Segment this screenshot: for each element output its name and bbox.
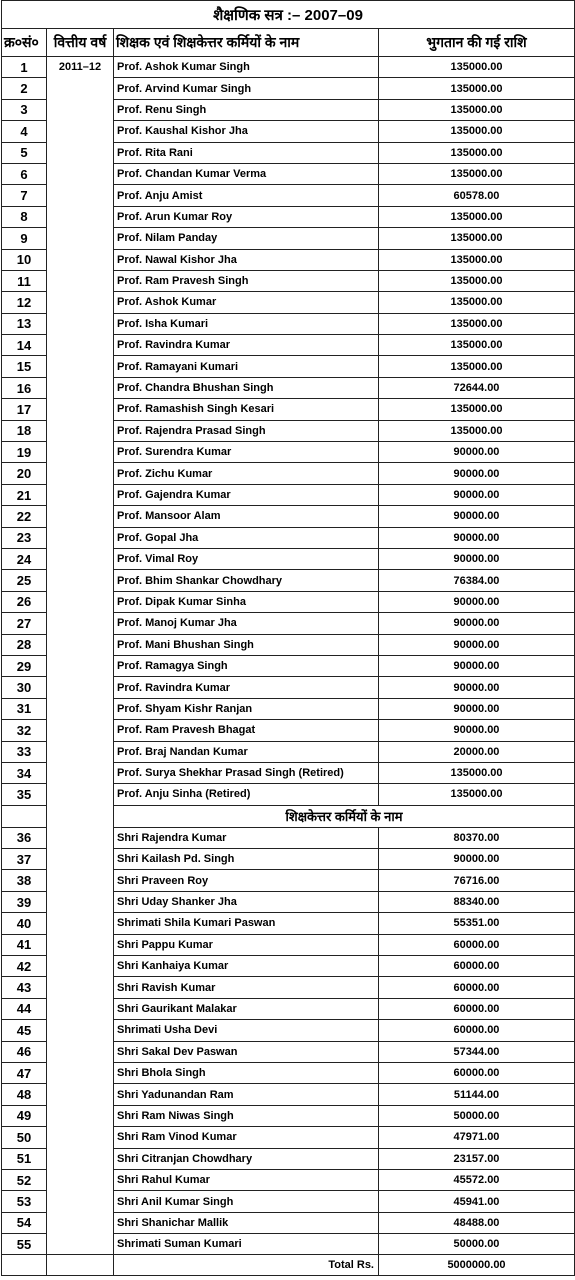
name-cell: Shri Ram Vinod Kumar bbox=[114, 1127, 379, 1148]
serial-cell: 25 bbox=[2, 570, 47, 591]
name-cell: Prof. Ram Pravesh Bhagat bbox=[114, 720, 379, 741]
name-cell: Shri Yadunandan Ram bbox=[114, 1084, 379, 1105]
amount-cell: 135000.00 bbox=[379, 313, 575, 334]
name-cell: Prof. Ram Pravesh Singh bbox=[114, 270, 379, 291]
amount-cell: 20000.00 bbox=[379, 741, 575, 762]
serial-cell: 41 bbox=[2, 934, 47, 955]
amount-cell: 90000.00 bbox=[379, 849, 575, 870]
name-cell: Shrimati Shila Kumari Paswan bbox=[114, 913, 379, 934]
name-cell: Prof. Vimal Roy bbox=[114, 548, 379, 569]
amount-cell: 135000.00 bbox=[379, 270, 575, 291]
name-cell: Prof. Kaushal Kishor Jha bbox=[114, 121, 379, 142]
name-cell: Shri Shanichar Mallik bbox=[114, 1212, 379, 1233]
amount-cell: 90000.00 bbox=[379, 655, 575, 676]
serial-cell: 43 bbox=[2, 977, 47, 998]
amount-cell: 135000.00 bbox=[379, 57, 575, 78]
name-cell: Prof. Anju Sinha (Retired) bbox=[114, 784, 379, 805]
amount-cell: 45941.00 bbox=[379, 1191, 575, 1212]
amount-cell: 135000.00 bbox=[379, 121, 575, 142]
name-cell: Shri Rajendra Kumar bbox=[114, 827, 379, 848]
amount-cell: 90000.00 bbox=[379, 698, 575, 719]
serial-cell: 37 bbox=[2, 849, 47, 870]
name-cell: Prof. Shyam Kishr Ranjan bbox=[114, 698, 379, 719]
name-cell: Prof. Ashok Kumar bbox=[114, 292, 379, 313]
name-cell: Shri Gaurikant Malakar bbox=[114, 998, 379, 1019]
name-cell: Shri Kailash Pd. Singh bbox=[114, 849, 379, 870]
serial-cell: 6 bbox=[2, 163, 47, 184]
serial-cell: 40 bbox=[2, 913, 47, 934]
serial-cell: 9 bbox=[2, 228, 47, 249]
name-cell: Shri Bhola Singh bbox=[114, 1062, 379, 1083]
name-cell: Prof. Surya Shekhar Prasad Singh (Retired) bbox=[114, 762, 379, 783]
amount-cell: 60578.00 bbox=[379, 185, 575, 206]
amount-cell: 60000.00 bbox=[379, 998, 575, 1019]
name-cell: Prof. Anju Amist bbox=[114, 185, 379, 206]
name-cell: Shri Rahul Kumar bbox=[114, 1169, 379, 1190]
serial-cell: 22 bbox=[2, 506, 47, 527]
amount-cell: 60000.00 bbox=[379, 1020, 575, 1041]
page-title: शैक्षणिक सत्र :– 2007–09 bbox=[2, 1, 575, 29]
serial-cell: 31 bbox=[2, 698, 47, 719]
amount-cell: 60000.00 bbox=[379, 934, 575, 955]
serial-cell: 18 bbox=[2, 420, 47, 441]
amount-cell: 135000.00 bbox=[379, 399, 575, 420]
amount-cell: 135000.00 bbox=[379, 335, 575, 356]
name-cell: Shri Pappu Kumar bbox=[114, 934, 379, 955]
name-cell: Shri Ram Niwas Singh bbox=[114, 1105, 379, 1126]
serial-cell: 8 bbox=[2, 206, 47, 227]
serial-cell: 32 bbox=[2, 720, 47, 741]
amount-cell: 90000.00 bbox=[379, 506, 575, 527]
serial-cell: 53 bbox=[2, 1191, 47, 1212]
name-cell: Prof. Ramagya Singh bbox=[114, 655, 379, 676]
amount-cell: 90000.00 bbox=[379, 527, 575, 548]
serial-cell: 54 bbox=[2, 1212, 47, 1233]
amount-cell: 135000.00 bbox=[379, 78, 575, 99]
total-value: 5000000.00 bbox=[379, 1255, 575, 1276]
serial-cell: 21 bbox=[2, 484, 47, 505]
header-serial: क्र०सं० bbox=[2, 29, 47, 57]
name-cell: Prof. Arvind Kumar Singh bbox=[114, 78, 379, 99]
name-cell: Prof. Gajendra Kumar bbox=[114, 484, 379, 505]
serial-cell: 29 bbox=[2, 655, 47, 676]
amount-cell: 90000.00 bbox=[379, 463, 575, 484]
amount-cell: 57344.00 bbox=[379, 1041, 575, 1062]
amount-cell: 90000.00 bbox=[379, 442, 575, 463]
serial-cell: 48 bbox=[2, 1084, 47, 1105]
name-cell: Prof. Nilam Panday bbox=[114, 228, 379, 249]
name-cell: Prof. Dipak Kumar Sinha bbox=[114, 591, 379, 612]
name-cell: Shri Citranjan Chowdhary bbox=[114, 1148, 379, 1169]
serial-cell: 42 bbox=[2, 956, 47, 977]
name-cell: Prof. Mansoor Alam bbox=[114, 506, 379, 527]
serial-cell: 33 bbox=[2, 741, 47, 762]
amount-cell: 72644.00 bbox=[379, 377, 575, 398]
name-cell: Prof. Chandan Kumar Verma bbox=[114, 163, 379, 184]
serial-cell: 47 bbox=[2, 1062, 47, 1083]
amount-cell: 135000.00 bbox=[379, 99, 575, 120]
name-cell: Prof. Chandra Bhushan Singh bbox=[114, 377, 379, 398]
serial-cell: 16 bbox=[2, 377, 47, 398]
amount-cell: 90000.00 bbox=[379, 634, 575, 655]
amount-cell: 135000.00 bbox=[379, 228, 575, 249]
amount-cell: 135000.00 bbox=[379, 142, 575, 163]
serial-cell: 49 bbox=[2, 1105, 47, 1126]
name-cell: Shri Uday Shanker Jha bbox=[114, 891, 379, 912]
name-cell: Prof. Rita Rani bbox=[114, 142, 379, 163]
serial-cell: 50 bbox=[2, 1127, 47, 1148]
header-fin-year: वित्तीय वर्ष bbox=[47, 29, 114, 57]
amount-cell: 90000.00 bbox=[379, 548, 575, 569]
amount-cell: 135000.00 bbox=[379, 163, 575, 184]
serial-cell: 39 bbox=[2, 891, 47, 912]
name-cell: Prof. Arun Kumar Roy bbox=[114, 206, 379, 227]
name-cell: Shri Praveen Roy bbox=[114, 870, 379, 891]
amount-cell: 50000.00 bbox=[379, 1234, 575, 1255]
serial-cell: 10 bbox=[2, 249, 47, 270]
serial-cell: 15 bbox=[2, 356, 47, 377]
serial-cell: 27 bbox=[2, 613, 47, 634]
total-label: Total Rs. bbox=[114, 1255, 379, 1276]
serial-cell: 4 bbox=[2, 121, 47, 142]
name-cell: Prof. Mani Bhushan Singh bbox=[114, 634, 379, 655]
amount-cell: 60000.00 bbox=[379, 956, 575, 977]
amount-cell: 135000.00 bbox=[379, 292, 575, 313]
amount-cell: 135000.00 bbox=[379, 356, 575, 377]
amount-cell: 90000.00 bbox=[379, 677, 575, 698]
name-cell: Prof. Isha Kumari bbox=[114, 313, 379, 334]
amount-cell: 135000.00 bbox=[379, 784, 575, 805]
amount-cell: 90000.00 bbox=[379, 484, 575, 505]
serial-cell: 5 bbox=[2, 142, 47, 163]
amount-cell: 90000.00 bbox=[379, 591, 575, 612]
amount-cell: 80370.00 bbox=[379, 827, 575, 848]
name-cell: Prof. Ashok Kumar Singh bbox=[114, 57, 379, 78]
amount-cell: 48488.00 bbox=[379, 1212, 575, 1233]
serial-cell: 12 bbox=[2, 292, 47, 313]
amount-cell: 135000.00 bbox=[379, 762, 575, 783]
payment-table bbox=[1, 0, 575, 1276]
serial-cell: 51 bbox=[2, 1148, 47, 1169]
serial-cell: 20 bbox=[2, 463, 47, 484]
amount-cell: 55351.00 bbox=[379, 913, 575, 934]
section-serial-cell bbox=[2, 805, 47, 827]
total-blank-cell bbox=[47, 1255, 114, 1276]
serial-cell: 19 bbox=[2, 442, 47, 463]
amount-cell: 51144.00 bbox=[379, 1084, 575, 1105]
serial-cell: 34 bbox=[2, 762, 47, 783]
total-blank-cell bbox=[2, 1255, 47, 1276]
name-cell: Prof. Surendra Kumar bbox=[114, 442, 379, 463]
name-cell: Shrimati Suman Kumari bbox=[114, 1234, 379, 1255]
name-cell: Prof. Zichu Kumar bbox=[114, 463, 379, 484]
amount-cell: 135000.00 bbox=[379, 249, 575, 270]
table-row bbox=[2, 57, 575, 78]
name-cell: Shri Sakal Dev Paswan bbox=[114, 1041, 379, 1062]
name-cell: Shrimati Usha Devi bbox=[114, 1020, 379, 1041]
name-cell: Prof. Braj Nandan Kumar bbox=[114, 741, 379, 762]
serial-cell: 44 bbox=[2, 998, 47, 1019]
serial-cell: 55 bbox=[2, 1234, 47, 1255]
name-cell: Shri Kanhaiya Kumar bbox=[114, 956, 379, 977]
serial-cell: 30 bbox=[2, 677, 47, 698]
name-cell: Prof. Rajendra Prasad Singh bbox=[114, 420, 379, 441]
name-cell: Prof. Ravindra Kumar bbox=[114, 335, 379, 356]
header-name: शिक्षक एवं शिक्षकेत्तर कर्मियों के नाम bbox=[114, 29, 379, 57]
title-row bbox=[2, 1, 575, 29]
amount-cell: 60000.00 bbox=[379, 977, 575, 998]
name-cell: Prof. Ramashish Singh Kesari bbox=[114, 399, 379, 420]
amount-cell: 76716.00 bbox=[379, 870, 575, 891]
amount-cell: 45572.00 bbox=[379, 1169, 575, 1190]
serial-cell: 38 bbox=[2, 870, 47, 891]
name-cell: Prof. Ravindra Kumar bbox=[114, 677, 379, 698]
serial-cell: 11 bbox=[2, 270, 47, 291]
serial-cell: 52 bbox=[2, 1169, 47, 1190]
amount-cell: 135000.00 bbox=[379, 206, 575, 227]
amount-cell: 90000.00 bbox=[379, 613, 575, 634]
amount-cell: 23157.00 bbox=[379, 1148, 575, 1169]
serial-cell: 2 bbox=[2, 78, 47, 99]
serial-cell: 7 bbox=[2, 185, 47, 206]
serial-cell: 36 bbox=[2, 827, 47, 848]
staff-section-title: शिक्षकेत्तर कर्मियों के नाम bbox=[114, 805, 575, 827]
amount-cell: 47971.00 bbox=[379, 1127, 575, 1148]
amount-cell: 88340.00 bbox=[379, 891, 575, 912]
amount-cell: 135000.00 bbox=[379, 420, 575, 441]
name-cell: Shri Anil Kumar Singh bbox=[114, 1191, 379, 1212]
name-cell: Prof. Renu Singh bbox=[114, 99, 379, 120]
name-cell: Shri Ravish Kumar bbox=[114, 977, 379, 998]
name-cell: Prof. Bhim Shankar Chowdhary bbox=[114, 570, 379, 591]
serial-cell: 3 bbox=[2, 99, 47, 120]
serial-cell: 35 bbox=[2, 784, 47, 805]
amount-cell: 76384.00 bbox=[379, 570, 575, 591]
name-cell: Prof. Gopal Jha bbox=[114, 527, 379, 548]
serial-cell: 45 bbox=[2, 1020, 47, 1041]
amount-cell: 50000.00 bbox=[379, 1105, 575, 1126]
serial-cell: 24 bbox=[2, 548, 47, 569]
total-row bbox=[2, 1255, 575, 1276]
name-cell: Prof. Manoj Kumar Jha bbox=[114, 613, 379, 634]
serial-cell: 17 bbox=[2, 399, 47, 420]
header-row bbox=[2, 29, 575, 57]
amount-cell: 90000.00 bbox=[379, 720, 575, 741]
serial-cell: 23 bbox=[2, 527, 47, 548]
serial-cell: 13 bbox=[2, 313, 47, 334]
serial-cell: 26 bbox=[2, 591, 47, 612]
serial-cell: 28 bbox=[2, 634, 47, 655]
serial-cell: 1 bbox=[2, 57, 47, 78]
serial-cell: 14 bbox=[2, 335, 47, 356]
fin-year-cell: 2011–12 bbox=[47, 57, 114, 1255]
header-amount: भुगतान की गई राशि bbox=[379, 29, 575, 57]
serial-cell: 46 bbox=[2, 1041, 47, 1062]
name-cell: Prof. Ramayani Kumari bbox=[114, 356, 379, 377]
name-cell: Prof. Nawal Kishor Jha bbox=[114, 249, 379, 270]
amount-cell: 60000.00 bbox=[379, 1062, 575, 1083]
